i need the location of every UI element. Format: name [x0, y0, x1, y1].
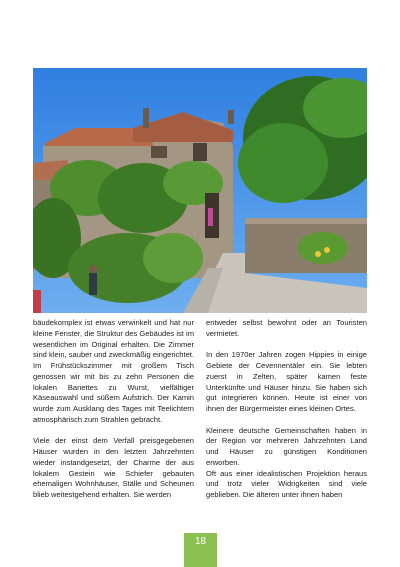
page-number: 18	[194, 536, 207, 547]
paragraph: bäudekomplex ist etwas verwinkelt und hat nur kleine Fenster, die Struktur des Gebäudes ist im wesentlichen im Original erhalten. Die Zimmer sind klein, sauber und zweckmäßig eingerichtet. Im Frühstückszimmer mit großem Tisch genossen wir mit bis zu zehn Personen die lokalen Banettes zu Wurst, vielfältiger Käseauswahl und süßem Aufstrich. Der Kamin wurde zum Ausklang des Tages mit Teelichtern atmosphärisch zum Strahlen gebracht.	[33, 318, 194, 424]
paragraph: In den 1970er Jahren zogen Hippies in einige Gebiete der Cevennentäler ein. Sie lebten zuerst in Zelten, später kamen feste Unterkünfte und Häuser hinzu. Sie haben sich gut integrieren können. Heute ist einer von ihnen der Bürgermeister eines kleinen Ortes.	[206, 350, 367, 413]
village-house-photo	[33, 68, 367, 313]
page-number-badge	[184, 533, 217, 567]
paragraph: Viele der einst dem Verfall preisgegebenen Häuser wurden in den letzten Jahrzehnten wieder instandgesetzt, der Charme der aus lokalem Gestein wie Schiefer gebauten ehemaligen Wohnhäuser, Ställe und Scheunen blieb weitestgehend erhalten. Sie werden	[33, 436, 194, 499]
left-text-column	[33, 318, 194, 501]
right-text-column	[206, 318, 367, 501]
paragraph: entweder selbst bewohnt oder an Touristen vermietet.	[206, 318, 367, 338]
paragraph: Oft aus einer idealistischen Projektion heraus und trotz vieler Widrigkeiten sind viele geblieben. Die älteren unter ihnen haben	[206, 468, 367, 499]
paragraph: Kleinere deutsche Gemeinschaften haben in der Region vor mehreren Jahrzehnten Land und Häuser zu günstigen Konditionen erworben.	[206, 425, 367, 467]
